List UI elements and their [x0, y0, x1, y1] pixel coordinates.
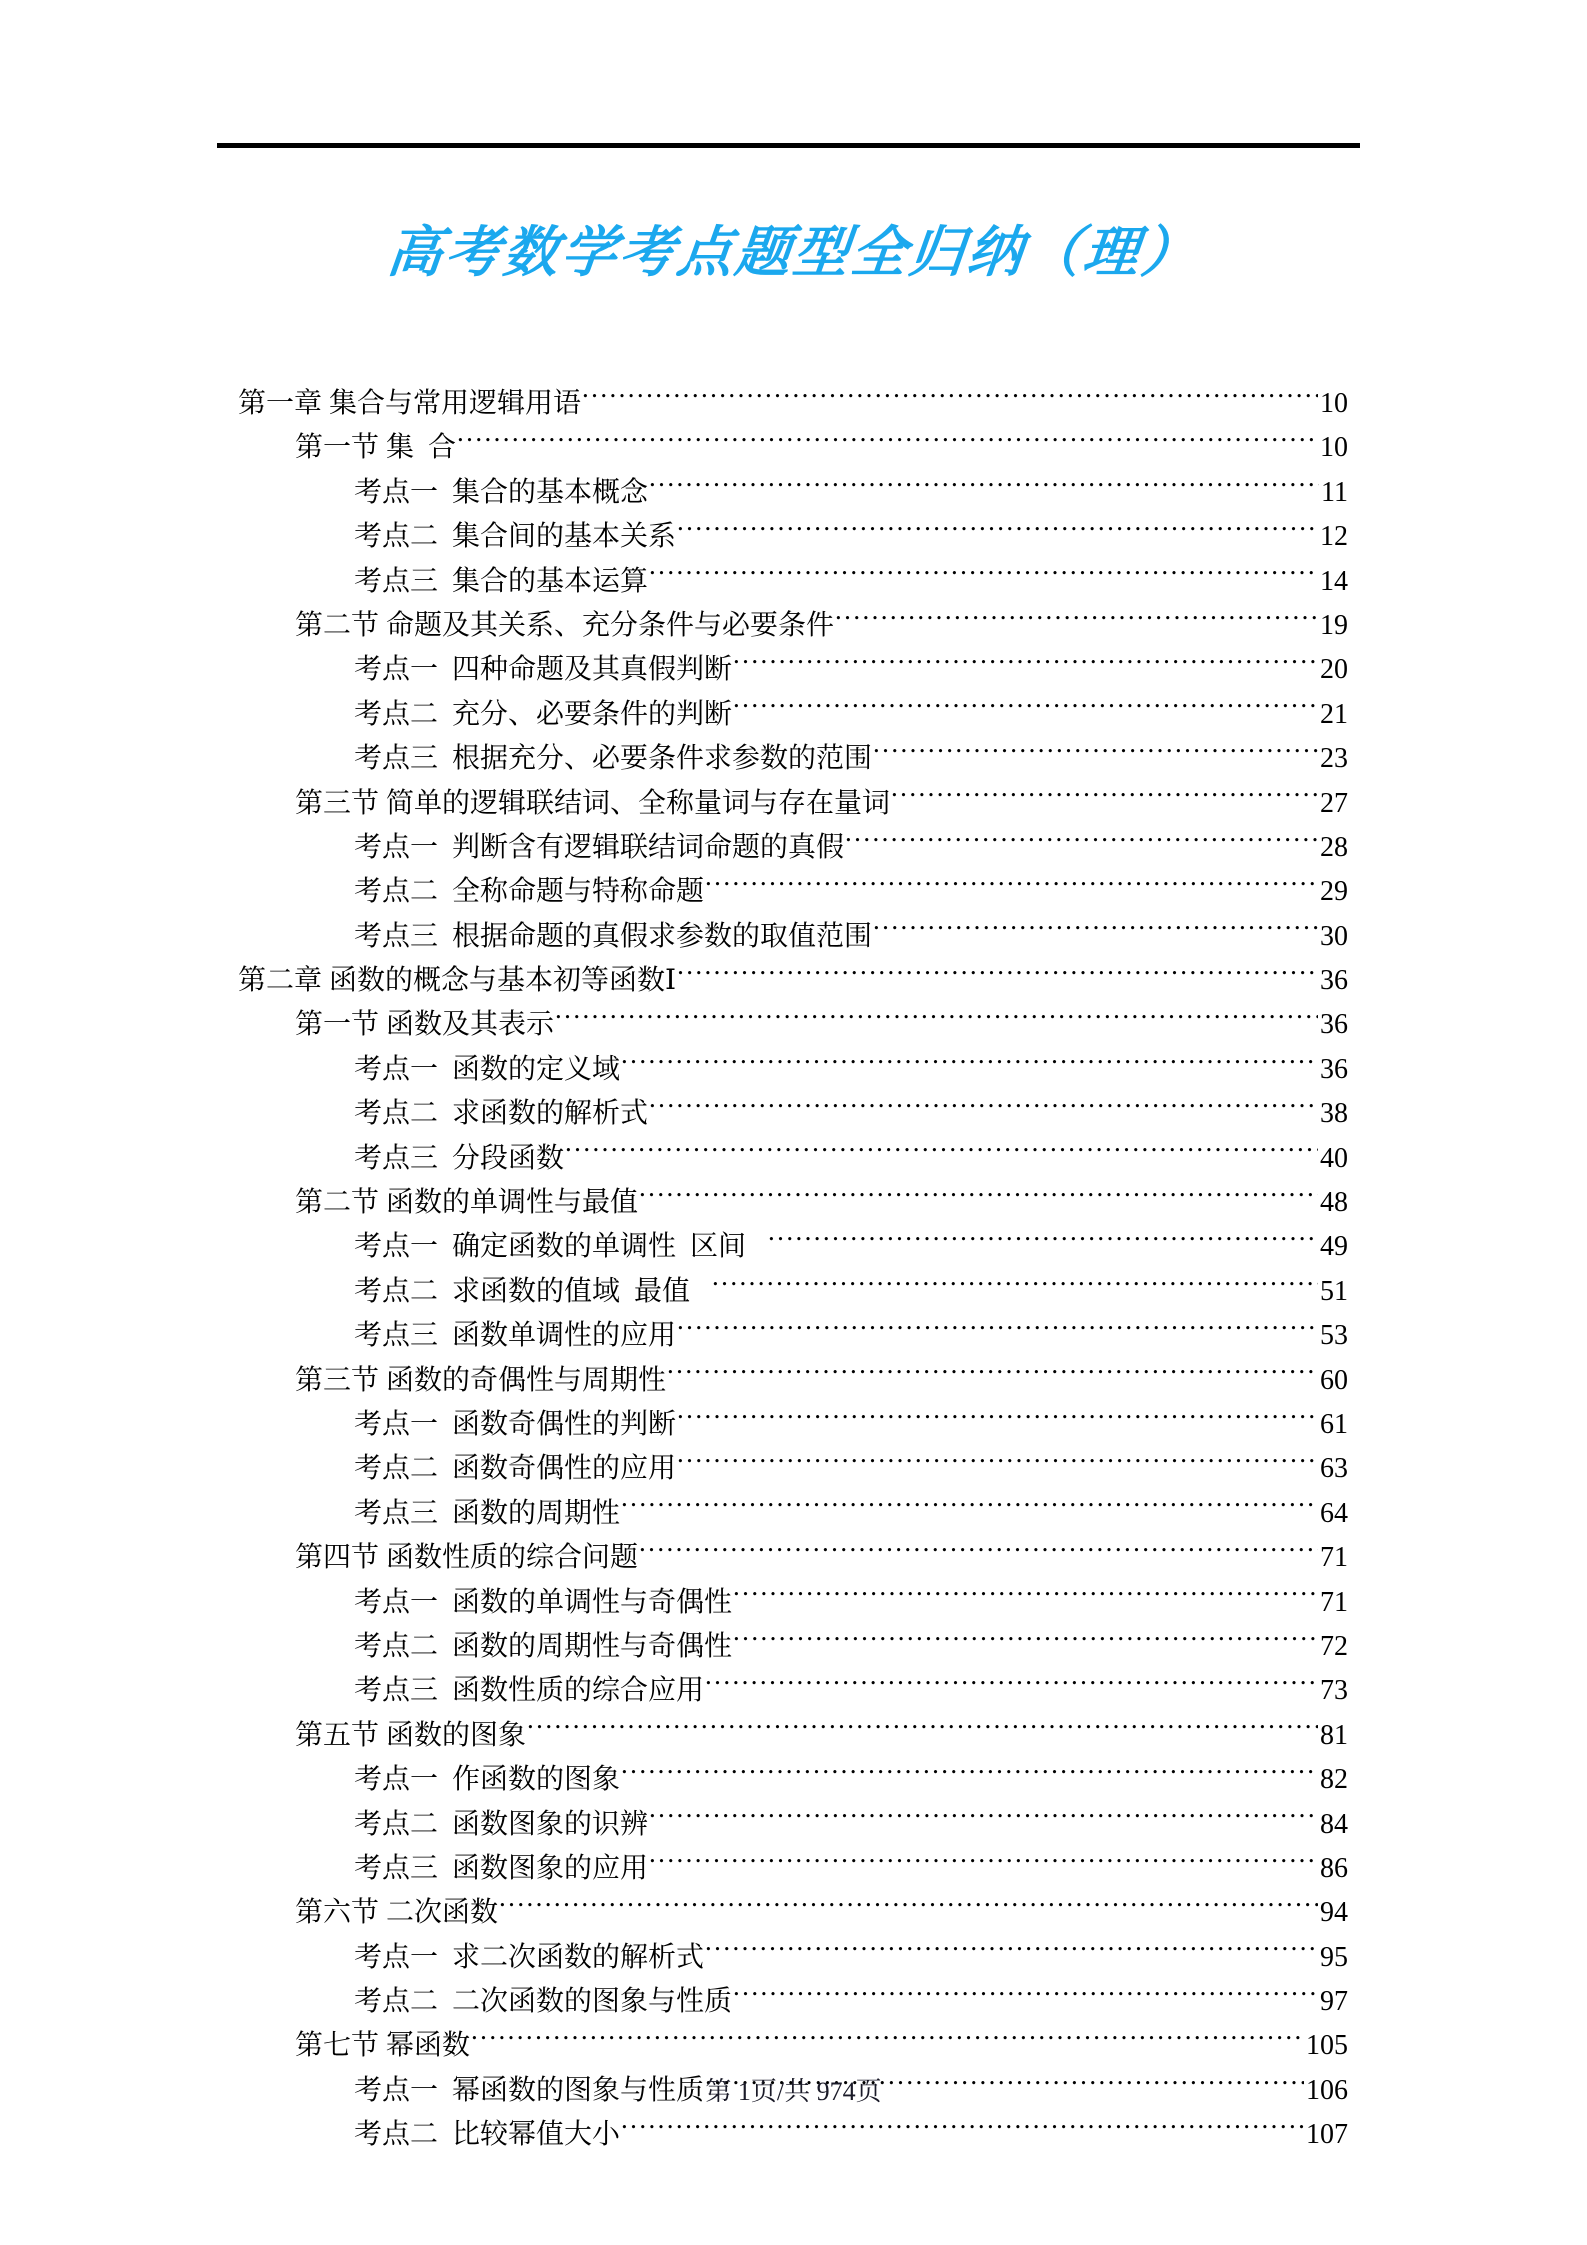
toc-entry-label: 第一节 函数及其表示: [295, 1009, 555, 1041]
toc-entry-label: 考点一 函数奇偶性的判断: [354, 1408, 677, 1440]
toc-entry-label: 考点二 充分、必要条件的判断: [354, 698, 733, 730]
toc-entry-label: 考点三 函数的周期性: [354, 1497, 621, 1529]
toc-entry-label: 考点三 分段函数: [354, 1142, 565, 1174]
toc-entry-label: 第六节 二次函数: [295, 1897, 499, 1929]
toc-dot-leader: [835, 606, 1318, 634]
toc-entry-label: 考点一 四种命题及其真假判断: [354, 654, 733, 686]
toc-entry-label: 考点二 全称命题与特称命题: [354, 876, 705, 908]
toc-entry-page-number: 29: [1320, 876, 1348, 908]
toc-entry-label: 第四节 函数性质的综合问题: [295, 1542, 639, 1574]
toc-entry[interactable]: [238, 1137, 1348, 1181]
toc-dot-leader: [705, 1938, 1318, 1966]
toc-dot-leader: [471, 2026, 1304, 2054]
toc-entry[interactable]: [238, 560, 1348, 604]
toc-entry[interactable]: [238, 1447, 1348, 1491]
toc-entry-label: 考点三 根据命题的真假求参数的取值范围: [354, 920, 873, 952]
page-title: 高考数学考点题型全归纳（理）: [384, 219, 1203, 284]
toc-dot-leader: [733, 1627, 1318, 1655]
toc-dot-leader: [649, 473, 1319, 501]
toc-entry-label: 第一节 集 合: [295, 432, 457, 464]
toc-entry-label: 第一章 集合与常用逻辑用语: [238, 388, 582, 419]
toc-entry[interactable]: [238, 1803, 1348, 1847]
toc-entry[interactable]: [238, 515, 1348, 559]
toc-dot-leader: [677, 1449, 1318, 1477]
toc-entry[interactable]: [238, 648, 1348, 692]
toc-dot-leader: [705, 1671, 1318, 1699]
toc-dot-leader: [705, 872, 1318, 900]
toc-entry[interactable]: [238, 382, 1348, 426]
toc-entry[interactable]: [238, 1003, 1348, 1047]
toc-entry-page-number: 71: [1320, 1542, 1348, 1574]
toc-entry-page-number: 64: [1320, 1497, 1348, 1529]
toc-entry[interactable]: [238, 1936, 1348, 1980]
toc-dot-leader: [677, 961, 1318, 989]
toc-entry-page-number: 28: [1320, 831, 1348, 863]
toc-entry-page-number: 61: [1320, 1408, 1348, 1440]
toc-dot-leader: [621, 2115, 1304, 2143]
toc-entry-label: 考点一 确定函数的单调性 区间: [354, 1231, 768, 1263]
toc-entry-label: 考点二 集合间的基本关系: [354, 521, 677, 553]
toc-dot-leader: [733, 695, 1318, 723]
toc-entry-page-number: 48: [1320, 1187, 1348, 1219]
toc-entry[interactable]: [238, 915, 1348, 959]
toc-entry[interactable]: [238, 1403, 1348, 1447]
toc-entry-page-number: 97: [1320, 1986, 1348, 2018]
toc-entry-page-number: 63: [1320, 1453, 1348, 1485]
toc-entry-page-number: 84: [1320, 1808, 1348, 1840]
toc-entry[interactable]: [238, 471, 1348, 515]
toc-dot-leader: [621, 1050, 1318, 1078]
toc-dot-leader: [677, 517, 1318, 545]
toc-entry-page-number: 21: [1320, 698, 1348, 730]
toc-entry[interactable]: [238, 2024, 1348, 2068]
toc-dot-leader: [457, 428, 1318, 456]
toc-dot-leader: [565, 1139, 1318, 1167]
toc-entry[interactable]: [238, 1980, 1348, 2024]
toc-entry[interactable]: [238, 604, 1348, 648]
toc-entry[interactable]: [238, 1758, 1348, 1802]
toc-dot-leader: [621, 1760, 1318, 1788]
toc-dot-leader: [499, 1893, 1318, 1921]
toc-dot-leader: [649, 1805, 1318, 1833]
toc-entry-label: 考点三 函数单调性的应用: [354, 1320, 677, 1352]
toc-entry[interactable]: [238, 1669, 1348, 1713]
toc-dot-leader: [873, 917, 1318, 945]
toc-dot-leader: [639, 1183, 1318, 1211]
toc-entry-page-number: 106: [1306, 2074, 1348, 2106]
toc-entry-label: 考点一 函数的定义域: [354, 1053, 621, 1085]
toc-dot-leader: [527, 1716, 1318, 1744]
toc-entry-page-number: 10: [1320, 388, 1348, 419]
toc-entry-page-number: 36: [1320, 965, 1348, 997]
toc-entry[interactable]: [238, 1581, 1348, 1625]
toc-entry-page-number: 71: [1320, 1586, 1348, 1618]
toc-entry-page-number: 38: [1320, 1098, 1348, 1130]
toc-dot-leader: [649, 1094, 1318, 1122]
toc-entry-label: 考点一 作函数的图象: [354, 1764, 621, 1796]
toc-dot-leader: [768, 1227, 1318, 1255]
toc-entry[interactable]: [238, 2113, 1348, 2157]
toc-entry-page-number: 105: [1306, 2030, 1348, 2062]
toc-dot-leader: [649, 1849, 1318, 1877]
toc-entry-page-number: 30: [1320, 920, 1348, 952]
toc-entry-label: 第二节 函数的单调性与最值: [295, 1187, 639, 1219]
toc-dot-leader: [873, 739, 1318, 767]
toc-entry-page-number: 81: [1320, 1719, 1348, 1751]
toc-entry-page-number: 23: [1320, 743, 1348, 775]
toc-entry-page-number: 19: [1320, 609, 1348, 641]
toc-entry[interactable]: [238, 1314, 1348, 1358]
toc-entry-label: 考点二 函数的周期性与奇偶性: [354, 1630, 733, 1662]
toc-entry[interactable]: [238, 737, 1348, 781]
toc-entry-page-number: 95: [1320, 1941, 1348, 1973]
toc-entry-label: 考点一 求二次函数的解析式: [354, 1941, 705, 1973]
toc-entry[interactable]: [238, 1359, 1348, 1403]
toc-entry-page-number: 20: [1320, 654, 1348, 686]
toc-entry[interactable]: [238, 1048, 1348, 1092]
toc-entry-page-number: 27: [1320, 787, 1348, 819]
toc-entry[interactable]: [238, 1625, 1348, 1669]
toc-entry-label: 第七节 幂函数: [295, 2030, 471, 2062]
toc-entry-page-number: 10: [1320, 432, 1348, 464]
header-rule: [217, 143, 1360, 148]
toc-entry[interactable]: [238, 1092, 1348, 1136]
toc-entry-label: 考点三 函数性质的综合应用: [354, 1675, 705, 1707]
table-of-contents: [238, 382, 1348, 2158]
toc-dot-leader: [733, 1583, 1318, 1611]
toc-entry-page-number: 12: [1320, 521, 1348, 553]
toc-entry-page-number: 36: [1320, 1009, 1348, 1041]
toc-entry[interactable]: [238, 1847, 1348, 1891]
toc-entry-label: 考点三 集合的基本运算: [354, 565, 649, 597]
toc-entry-page-number: 40: [1320, 1142, 1348, 1174]
toc-entry[interactable]: [238, 1492, 1348, 1536]
toc-dot-leader: [733, 650, 1318, 678]
toc-entry-page-number: 60: [1320, 1364, 1348, 1396]
toc-entry-label: 考点三 根据充分、必要条件求参数的范围: [354, 743, 873, 775]
toc-entry-label: 第三节 简单的逻辑联结词、全称量词与存在量词: [295, 787, 891, 819]
toc-entry[interactable]: [238, 782, 1348, 826]
toc-entry-page-number: 49: [1320, 1231, 1348, 1263]
toc-entry-label: 考点二 比较幂值大小: [354, 2119, 621, 2151]
toc-dot-leader: [891, 784, 1318, 812]
toc-entry-page-number: 72: [1320, 1630, 1348, 1662]
toc-dot-leader: [677, 1405, 1318, 1433]
toc-entry-page-number: 51: [1320, 1275, 1348, 1307]
toc-entry[interactable]: [238, 1891, 1348, 1935]
toc-entry-label: 第三节 函数的奇偶性与周期性: [295, 1364, 667, 1396]
toc-entry-page-number: 94: [1320, 1897, 1348, 1929]
toc-entry-page-number: 82: [1320, 1764, 1348, 1796]
toc-entry-label: 考点二 函数奇偶性的应用: [354, 1453, 677, 1485]
toc-entry[interactable]: [238, 959, 1348, 1003]
toc-entry-page-number: 14: [1320, 565, 1348, 597]
toc-dot-leader: [733, 1982, 1318, 2010]
toc-entry[interactable]: [238, 1270, 1348, 1314]
toc-dot-leader: [639, 1538, 1318, 1566]
toc-entry[interactable]: [238, 1181, 1348, 1225]
toc-entry[interactable]: [238, 426, 1348, 470]
toc-entry-label: 考点一 判断含有逻辑联结词命题的真假: [354, 831, 845, 863]
toc-entry-label: 第二章 函数的概念与基本初等函数Ⅰ: [238, 965, 677, 997]
toc-entry[interactable]: [238, 1225, 1348, 1269]
toc-entry-label: 考点三 函数图象的应用: [354, 1852, 649, 1884]
toc-dot-leader: [845, 828, 1318, 856]
toc-entry[interactable]: [238, 870, 1348, 914]
toc-entry-label: 考点二 函数图象的识辨: [354, 1808, 649, 1840]
toc-dot-leader: [712, 1272, 1318, 1300]
toc-dot-leader: [677, 1316, 1318, 1344]
toc-entry-label: 考点一 集合的基本概念: [354, 476, 649, 508]
toc-entry-page-number: 107: [1306, 2119, 1348, 2151]
toc-entry-label: 考点二 求函数的解析式: [354, 1098, 649, 1130]
toc-entry-label: 考点二 求函数的值域 最值: [354, 1275, 712, 1307]
toc-dot-leader: [555, 1005, 1318, 1033]
toc-entry-label: 第五节 函数的图象: [295, 1719, 527, 1751]
toc-dot-leader: [621, 1494, 1318, 1522]
toc-entry[interactable]: [238, 1536, 1348, 1580]
toc-entry-page-number: 86: [1320, 1852, 1348, 1884]
toc-entry[interactable]: [238, 826, 1348, 870]
toc-entry-label: 考点一 幂函数的图象与性质: [354, 2074, 705, 2106]
toc-entry-label: 考点一 函数的单调性与奇偶性: [354, 1586, 733, 1618]
toc-entry-label: 考点二 二次函数的图象与性质: [354, 1986, 733, 2018]
toc-entry-page-number: 53: [1320, 1320, 1348, 1352]
toc-dot-leader: [582, 384, 1318, 412]
page-footer: 第 1页/共 974页: [705, 2077, 882, 2106]
toc-entry-page-number: 73: [1320, 1675, 1348, 1707]
toc-entry[interactable]: [238, 693, 1348, 737]
toc-dot-leader: [667, 1361, 1318, 1389]
toc-dot-leader: [649, 562, 1318, 590]
toc-entry[interactable]: [238, 1714, 1348, 1758]
toc-entry-page-number: 11: [1321, 476, 1348, 508]
toc-entry-label: 第二节 命题及其关系、充分条件与必要条件: [295, 609, 835, 641]
toc-entry-page-number: 36: [1320, 1053, 1348, 1085]
